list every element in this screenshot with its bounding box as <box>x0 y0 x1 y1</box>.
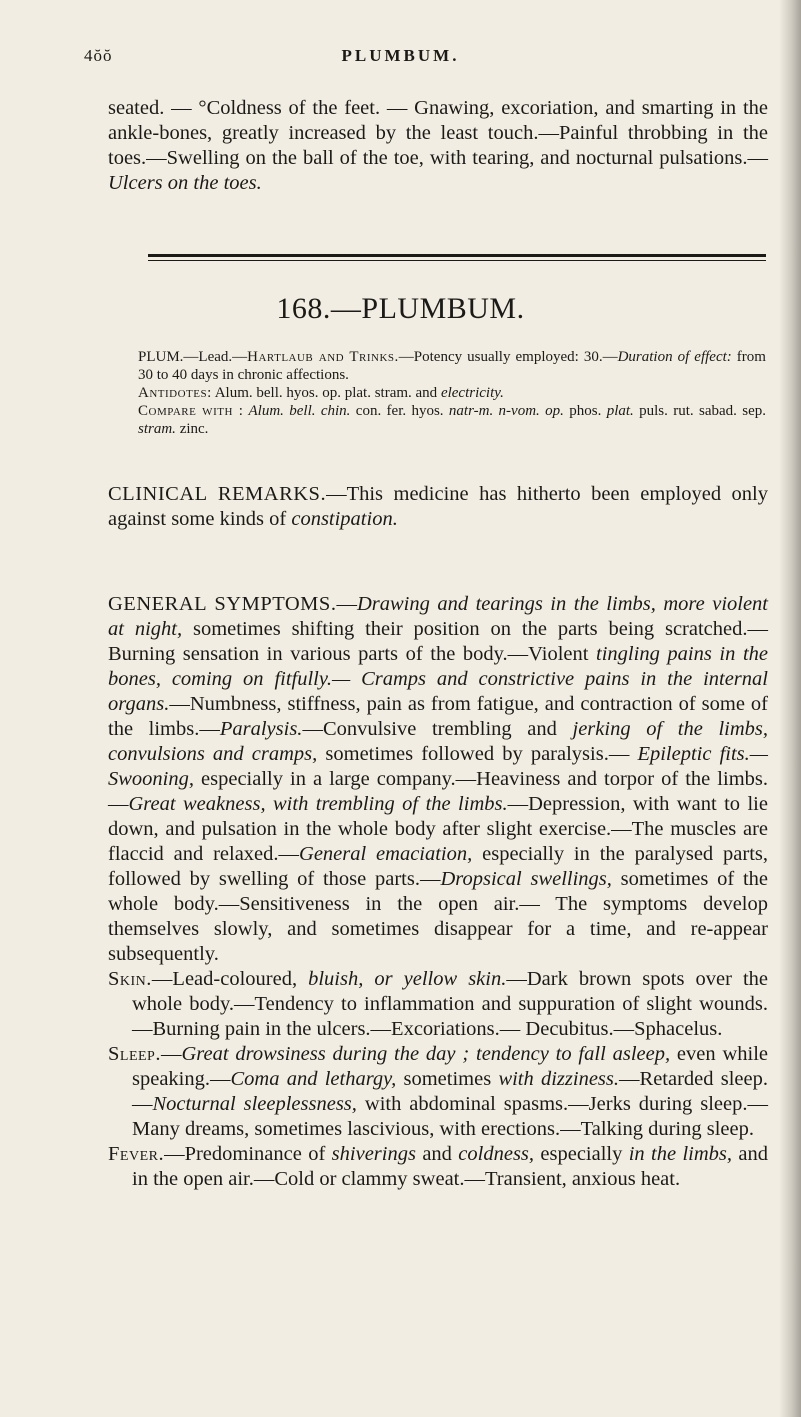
sleep-section: Sleep.—Great drowsiness during the day ; tendency to fall asleep, even while speaking.—Coma and lethargy, sometimes with dizziness.—Retarded sleep.—Nocturnal sleeplessness, with abdominal spasms.—Jerks during sleep.—Many dreams, sometimes lascivious, with erections.—Talking during sleep. <box>108 1043 769 1140</box>
skin-section: Skin.—Lead-coloured, bluish, or yellow skin.—Dark brown spots over the whole body.—Tendency to inflammation and suppuration of slight wounds.—Burning pain in the ulcers.—Excoriations.— Decubitus.—Sphacelus. <box>108 968 768 1040</box>
compare-line: Compare with : Alum. bell. chin. con. fer. hyos. natr-m. n-vom. op. phos. plat. puls. rut. sabad. sep. stram. zinc. <box>138 403 766 437</box>
page-edge-shadow <box>779 0 801 1417</box>
running-head: PLUMBUM. <box>341 46 460 65</box>
clinical-remarks-text: CLINICAL REMARKS.—This medicine has hitherto been employed only against some kinds of constipation. <box>108 483 769 530</box>
carryover-paragraph <box>108 96 768 196</box>
general-symptoms <box>108 592 768 1192</box>
general-symptoms-text: GENERAL SYMPTOMS.—Drawing and tearings in the limbs, more violent at night, sometimes shifting their position on the parts being scratched.—Burning sensation in various parts of the body.—Violent tingling pains in the bones, coming on fitfully.— Cramps and constrictive pains in the internal organs.—Numbness, stiffness, pain as from fatigue, and contraction of some of the limbs.—Paralysis.—Convulsive trembling and jerking of the limbs, convulsions and cramps, sometimes followed by paralysis.— Epileptic fits.—Swooning, especially in a large company.—Heaviness and torpor of the limbs.—Great weakness, with trembling of the limbs.—Depression, with want to lie down, and pulsation in the whole body after slight exercise.—The muscles are flaccid and relaxed.—General emaciation, especially in the paralysed parts, followed by swelling of those parts.—Dropsical swellings, sometimes of the whole body.—Sensitiveness in the open air.— The symptoms develop themselves slowly, and sometimes disappear for a time, and re-appear subsequently. <box>108 593 769 965</box>
section-rule-thin <box>148 260 766 261</box>
remedy-info <box>138 348 766 438</box>
carryover-text: seated. — °Coldness of the feet. — Gnawing, excoriation, and smarting in the ankle-bones, greatly increased by the least touch.—Painful throbbing in the toes.—Swelling on the ball of the toe, with tearing, and nocturnal pulsations.—Ulcers on the toes. <box>108 97 768 194</box>
fever-section: Fever.—Predominance of shiverings and coldness, especially in the limbs, and in the open air.—Cold or clammy sweat.—Transient, anxious heat. <box>108 1143 768 1190</box>
section-rule-thick <box>148 254 766 257</box>
page-number: 4ŏŏ <box>84 46 113 65</box>
section-title: 168.—PLUMBUM. <box>276 292 525 325</box>
clinical-remarks <box>108 482 768 532</box>
page-header <box>0 46 801 76</box>
remedy-info-line: PLUM.—Lead.—Hartlaub and Trinks.—Potency usually employed: 30.—Duration of effect: from 30 to 40 days in chronic affections. <box>138 349 766 383</box>
antidotes-line: Antidotes: Alum. bell. hyos. op. plat. stram. and electricity. <box>138 385 504 401</box>
